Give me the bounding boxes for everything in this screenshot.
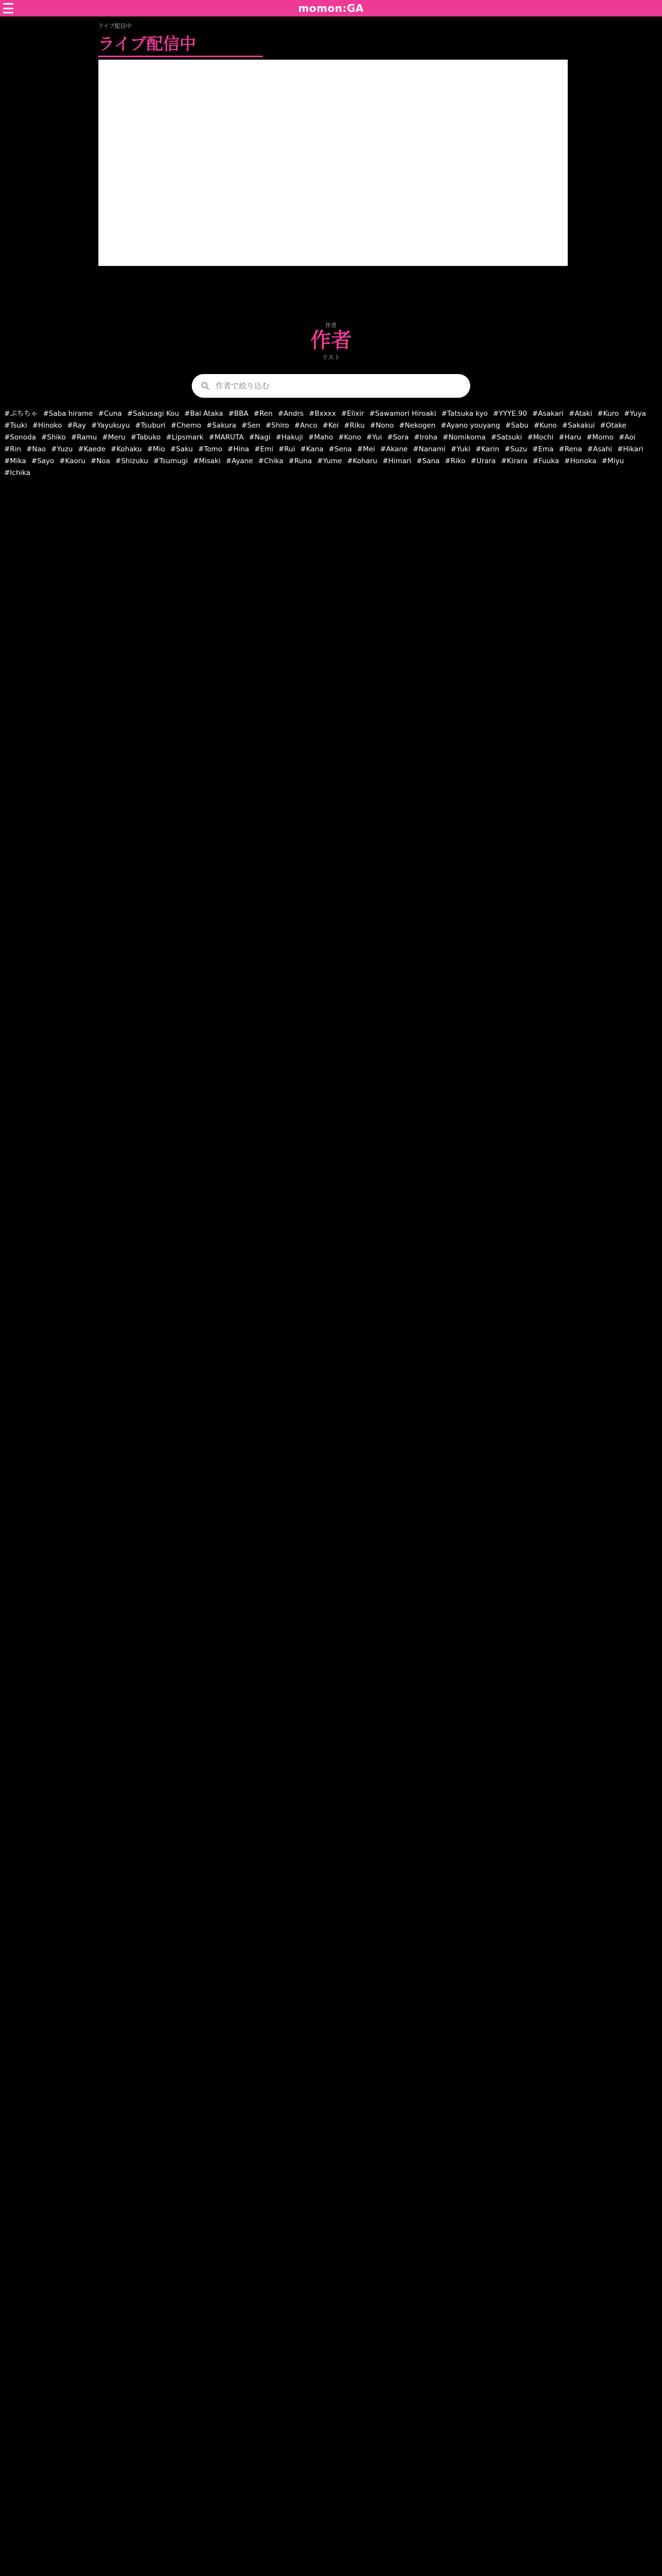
- author-tag[interactable]: #Sena: [328, 445, 352, 453]
- top-bar: [0, 0, 662, 16]
- author-tag[interactable]: #Nekogen: [399, 421, 436, 430]
- author-tag[interactable]: #Mochi: [527, 433, 554, 442]
- author-tag[interactable]: #Hinoko: [32, 421, 62, 430]
- author-tag[interactable]: #Tsuki: [4, 421, 27, 430]
- author-tag[interactable]: #Hina: [227, 445, 250, 453]
- author-tag[interactable]: #Yuya: [624, 410, 646, 418]
- app-title[interactable]: momon:GA: [298, 2, 364, 14]
- author-tag[interactable]: #Nanami: [412, 445, 446, 453]
- author-tag[interactable]: #Sakakui: [561, 421, 595, 430]
- author-tag[interactable]: #Chika: [258, 457, 284, 465]
- author-tag[interactable]: #Mika: [4, 457, 26, 465]
- author-tag[interactable]: #Kuno: [534, 421, 557, 430]
- live-heading-underline: [98, 56, 263, 57]
- author-tag-list: [4, 408, 658, 479]
- author-tag[interactable]: #Bai Ataka: [184, 410, 223, 418]
- author-search-box[interactable]: [192, 374, 470, 398]
- authors-title: 作者: [310, 329, 352, 352]
- author-tag[interactable]: #Saku: [170, 445, 193, 453]
- author-tag[interactable]: #Shiro: [265, 421, 289, 430]
- menu-icon[interactable]: [3, 3, 13, 13]
- author-tag[interactable]: #Runa: [288, 457, 312, 465]
- author-tag[interactable]: #Sen: [241, 421, 260, 430]
- author-tag[interactable]: #Cuna: [98, 410, 122, 418]
- author-tag[interactable]: #Shizuku: [115, 457, 148, 465]
- author-tag[interactable]: #Kaede: [78, 445, 106, 453]
- author-tag[interactable]: #Rena: [558, 445, 582, 453]
- author-tag[interactable]: #Yume: [317, 457, 342, 465]
- author-tag[interactable]: #Maho: [308, 433, 333, 442]
- author-tag[interactable]: #Tomo: [198, 445, 223, 453]
- author-tag[interactable]: #Yayukuyu: [91, 421, 130, 430]
- author-tag[interactable]: #Sakura: [206, 421, 237, 430]
- authors-subtitle: リスト: [322, 354, 340, 361]
- author-tag[interactable]: #Hakuji: [275, 433, 303, 442]
- author-tag[interactable]: #Tatsuka kyo: [441, 410, 488, 418]
- author-tag[interactable]: #Sana: [416, 457, 440, 465]
- author-tag[interactable]: #Ayano youyang: [440, 421, 500, 430]
- author-tag[interactable]: #Yui: [366, 433, 382, 442]
- author-tag[interactable]: #Satsuki: [490, 433, 522, 442]
- authors-ruby: 作者: [325, 322, 337, 329]
- author-tag[interactable]: #BBA: [228, 410, 249, 418]
- author-tag[interactable]: #Suzu: [504, 445, 527, 453]
- author-tag[interactable]: #Ataki: [569, 410, 592, 418]
- author-tag[interactable]: #Honoka: [564, 457, 597, 465]
- author-tag[interactable]: #Ichika: [4, 469, 30, 477]
- author-tag[interactable]: #Nomikoma: [442, 433, 486, 442]
- author-tag[interactable]: #Sonoda: [4, 433, 36, 442]
- author-tag[interactable]: #Bxxxx: [308, 410, 336, 418]
- author-tag[interactable]: #Ramu: [71, 433, 97, 442]
- author-tag[interactable]: #Sora: [387, 433, 409, 442]
- author-tag[interactable]: #Nono: [370, 421, 394, 430]
- author-tag[interactable]: #Kono: [338, 433, 361, 442]
- author-tag[interactable]: #Hikari: [617, 445, 643, 453]
- author-tag[interactable]: #Rin: [4, 445, 21, 453]
- author-tag[interactable]: #MARUTA: [208, 433, 244, 442]
- author-tag[interactable]: #ぷちちゃ: [4, 410, 38, 418]
- author-tag[interactable]: #Otake: [600, 421, 626, 430]
- search-icon: [201, 382, 209, 390]
- author-tag[interactable]: #Ren: [253, 410, 273, 418]
- author-tag[interactable]: #Asahi: [587, 445, 613, 453]
- author-tag[interactable]: #Kohaku: [110, 445, 142, 453]
- author-tag[interactable]: #Sakusagi Kou: [127, 410, 179, 418]
- author-tag[interactable]: #Karin: [475, 445, 500, 453]
- author-tag[interactable]: #Rui: [278, 445, 295, 453]
- author-tag[interactable]: #Miyu: [601, 457, 624, 465]
- author-tag[interactable]: #Kirara: [501, 457, 528, 465]
- author-tag[interactable]: #Tabuko: [130, 433, 161, 442]
- author-tag[interactable]: #Misaki: [193, 457, 221, 465]
- author-tag[interactable]: #Chemo: [171, 421, 202, 430]
- author-tag[interactable]: #Shiko: [41, 433, 66, 442]
- authors-header: [0, 321, 662, 362]
- author-tag[interactable]: #Aoi: [619, 433, 636, 442]
- author-tag[interactable]: #Emi: [254, 445, 273, 453]
- author-tag[interactable]: #Meru: [102, 433, 126, 442]
- author-tag[interactable]: #Andrs: [277, 410, 304, 418]
- author-tag[interactable]: #Riko: [444, 457, 466, 465]
- author-tag[interactable]: #Kaoru: [59, 457, 86, 465]
- author-tag[interactable]: #Koharu: [347, 457, 377, 465]
- author-tag[interactable]: #Kana: [300, 445, 324, 453]
- author-tag[interactable]: #Mei: [357, 445, 375, 453]
- author-tag[interactable]: #Akane: [380, 445, 408, 453]
- author-tag[interactable]: #Elixir: [341, 410, 365, 418]
- author-tag[interactable]: #Sayo: [31, 457, 54, 465]
- author-tag[interactable]: #Ema: [532, 445, 554, 453]
- author-tag[interactable]: #Iroha: [413, 433, 438, 442]
- author-tag[interactable]: #YYYE.90: [493, 410, 527, 418]
- author-tag[interactable]: #Asakari: [532, 410, 564, 418]
- author-tag[interactable]: #Tsuburi: [135, 421, 166, 430]
- author-search-input[interactable]: [214, 381, 461, 391]
- author-tag[interactable]: #Nagi: [249, 433, 271, 442]
- live-video-player[interactable]: [98, 59, 568, 266]
- live-heading: ライブ配信中: [98, 34, 196, 54]
- author-tag[interactable]: #Momo: [586, 433, 614, 442]
- author-tag[interactable]: #Saba hirame: [43, 410, 93, 418]
- author-tag[interactable]: #Himari: [382, 457, 411, 465]
- author-tag[interactable]: #Nao: [26, 445, 46, 453]
- author-tag[interactable]: #Yuzu: [51, 445, 73, 453]
- live-label-small: ライブ配信中: [98, 23, 132, 29]
- author-tag[interactable]: #Fuuka: [533, 457, 559, 465]
- author-tag[interactable]: #Anco: [294, 421, 318, 430]
- author-tag[interactable]: #Ayane: [225, 457, 253, 465]
- author-tag[interactable]: #Urara: [470, 457, 496, 465]
- author-tag[interactable]: #Noa: [90, 457, 110, 465]
- author-tag[interactable]: #Yuki: [451, 445, 471, 453]
- author-tag[interactable]: #Kuro: [597, 410, 619, 418]
- author-tag[interactable]: #Tsumugi: [153, 457, 188, 465]
- author-tag[interactable]: #Sabu: [505, 421, 529, 430]
- author-tag[interactable]: #Sawamori Hiroaki: [369, 410, 436, 418]
- author-tag[interactable]: #Riku: [343, 421, 365, 430]
- live-section-header: [0, 16, 662, 57]
- author-tag[interactable]: #Kei: [322, 421, 339, 430]
- author-tag[interactable]: #Haru: [558, 433, 582, 442]
- author-tag[interactable]: #Mio: [147, 445, 166, 453]
- author-tag[interactable]: #Ray: [67, 421, 86, 430]
- author-tag[interactable]: #Lipsmark: [166, 433, 204, 442]
